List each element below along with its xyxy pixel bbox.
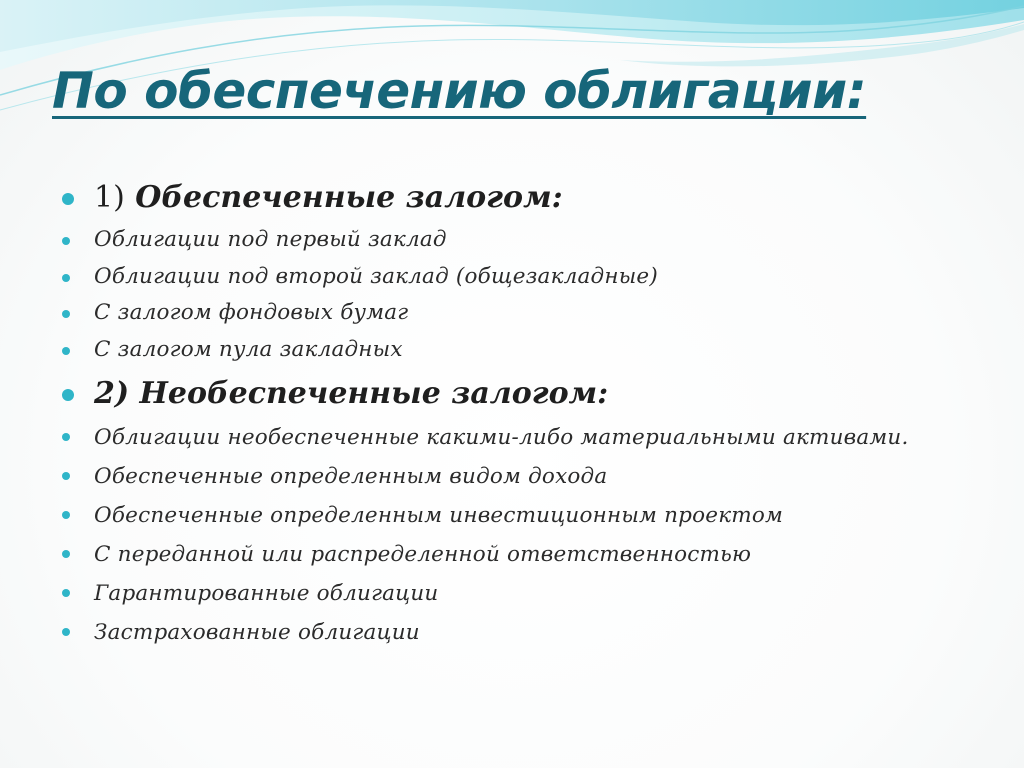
section-number: 2) (94, 376, 130, 411)
list-item-text: С переданной или распределенной ответственностью (94, 542, 752, 567)
bullet-icon (62, 237, 70, 245)
list-item (62, 259, 982, 296)
bullet-icon (62, 433, 70, 441)
list-item-text: Обеспеченные определенным видом дохода (94, 464, 608, 489)
list-item (62, 457, 982, 496)
list-item-text: Гарантированные облигации (94, 581, 439, 606)
bullet-icon (62, 389, 74, 401)
bullet-icon (62, 310, 70, 318)
list-item-text: С залогом фондовых бумаг (94, 300, 409, 325)
bullet-icon (62, 550, 70, 558)
bullet-icon (62, 472, 70, 480)
bullet-icon (62, 511, 70, 519)
bullet-list (62, 178, 982, 652)
section-heading-unsecured (62, 374, 982, 414)
bullet-icon (62, 589, 70, 597)
list-item (62, 295, 982, 332)
list-item (62, 222, 982, 259)
section-heading-text: Необеспеченные залогом: (139, 376, 609, 411)
bullet-icon (62, 193, 74, 205)
list-item (62, 613, 982, 652)
list-item (62, 332, 982, 369)
section-heading-secured (62, 178, 982, 218)
list-item (62, 535, 982, 574)
list-item (62, 574, 982, 613)
list-item-text: С залогом пула закладных (94, 336, 403, 362)
section-number: 1) (94, 180, 125, 215)
list-item (62, 496, 982, 535)
list-item-text: Обеспеченные определенным инвестиционным проектом (94, 503, 783, 528)
list-item (62, 418, 982, 457)
list-item-text: Застрахованные облигации (94, 620, 420, 645)
bullet-icon (62, 628, 70, 636)
section-heading-text: Обеспеченные залогом: (135, 180, 563, 215)
bullet-icon (62, 274, 70, 282)
list-item-text: Облигации под второй заклад (общезакладные) (94, 263, 658, 289)
list-item-text: Облигации необеспеченные какими-либо материальными активами. (94, 425, 909, 450)
list-item-text: Облигации под первый заклад (94, 227, 447, 252)
bullet-icon (62, 347, 70, 355)
slide-title: По обеспечению облигации: (52, 62, 867, 120)
